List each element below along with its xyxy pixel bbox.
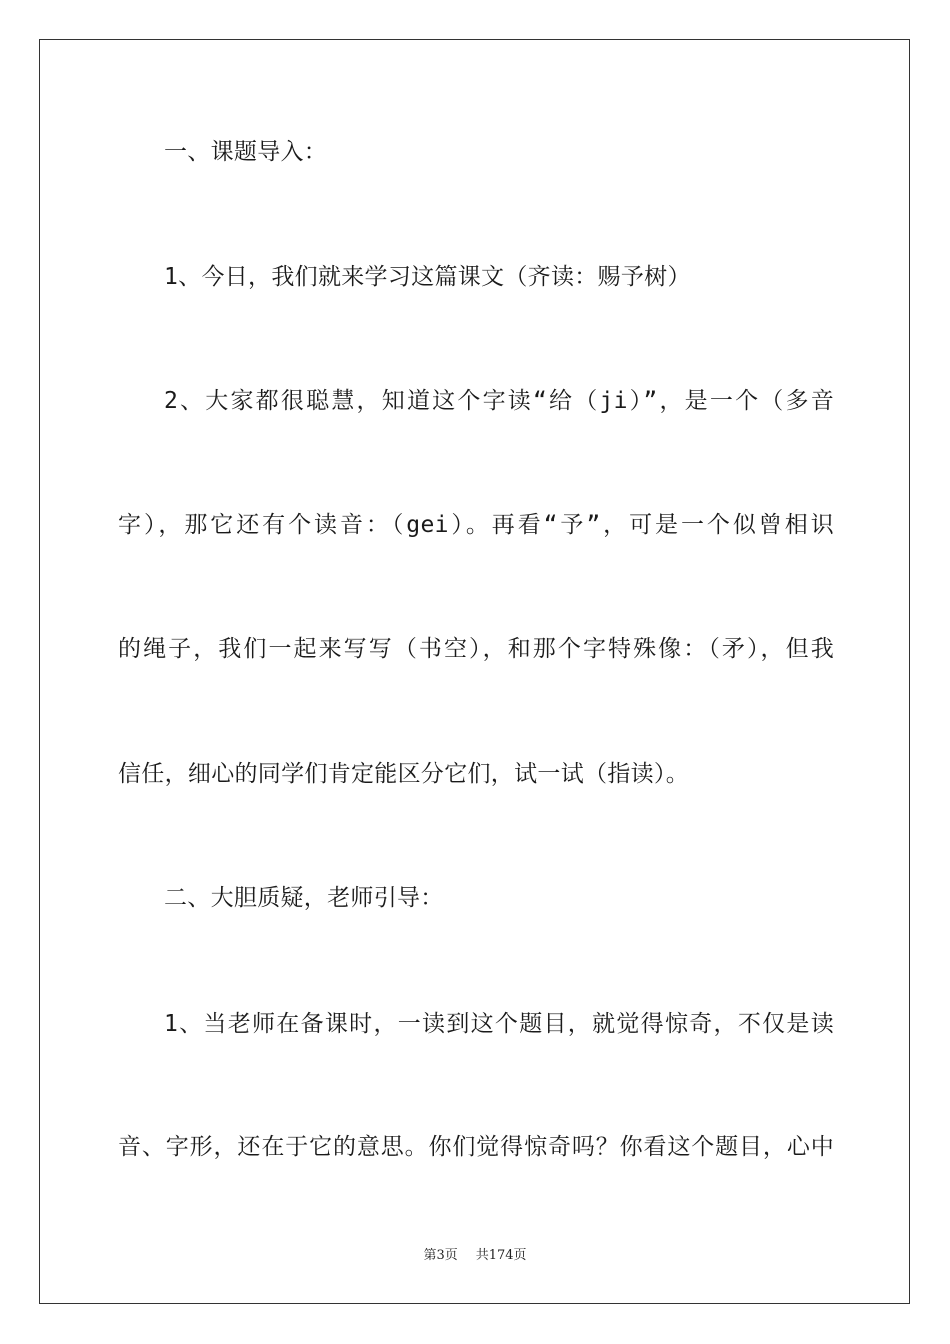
paragraph-line: 的绳子，我们一起来写写（书空），和那个字特殊像：（矛），但我 — [118, 636, 834, 662]
paragraph-line: 2、大家都很聪慧，知道这个字读“给（ji）”，是一个（多音 — [164, 388, 834, 414]
paragraph-line: 1、今日，我们就来学习这篇课文（齐读：赐予树） — [164, 264, 691, 290]
paragraph-line: 1、当老师在备课时，一读到这个题目，就觉得惊奇，不仅是读 — [164, 1011, 834, 1037]
page-border — [39, 39, 910, 1304]
paragraph-line: 字），那它还有个读音：（gei）。再看“予”，可是一个似曾相识 — [118, 512, 834, 538]
paragraph-line: 音、字形，还在于它的意思。你们觉得惊奇吗？你看这个题目，心中 — [118, 1134, 834, 1160]
section-heading-1: 一、课题导入： — [164, 139, 328, 165]
page-number: 第3页 — [423, 1248, 458, 1263]
page-footer — [0, 1244, 950, 1263]
paragraph-line: 信任，细心的同学们肯定能区分它们，试一试（指读）。 — [118, 761, 689, 787]
section-heading-2: 二、大胆质疑，老师引导： — [164, 885, 444, 911]
total-pages: 共174页 — [475, 1248, 527, 1263]
